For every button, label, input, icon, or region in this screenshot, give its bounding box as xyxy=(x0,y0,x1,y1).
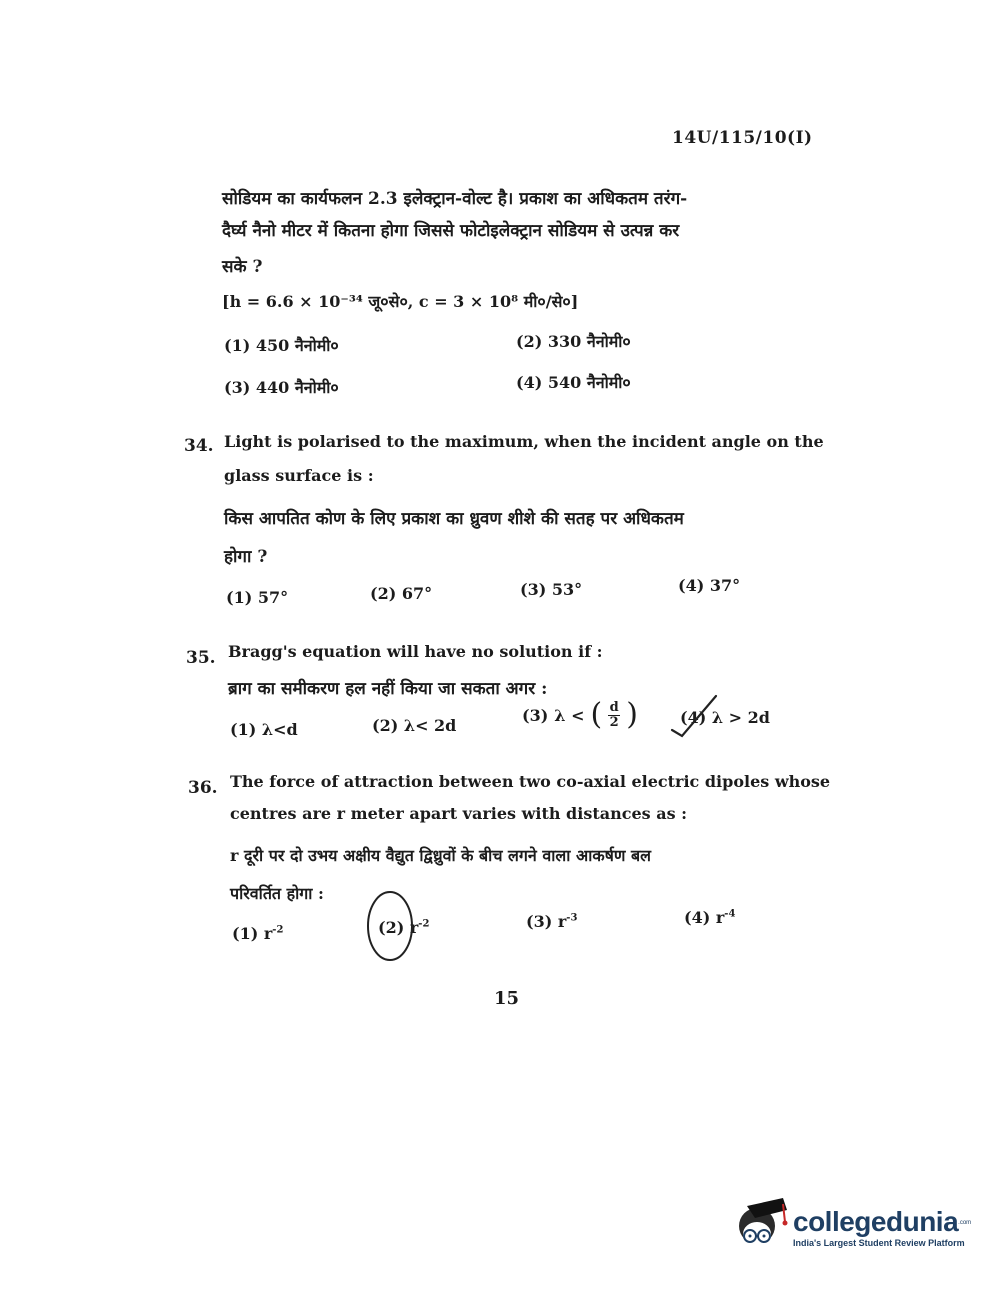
page-number: 15 xyxy=(494,988,520,1009)
q36-option-4-label: (4) xyxy=(684,908,711,927)
logo-name: collegedunia xyxy=(793,1206,959,1237)
q33-option-2: (2) 330 नैनोमी० xyxy=(516,332,631,351)
q35-option-4: (4) λ > 2d xyxy=(680,708,770,727)
q36-option-3-base: r xyxy=(557,912,567,931)
q34-number: 34. xyxy=(184,436,214,456)
left-paren: ( xyxy=(590,697,603,732)
fraction-d-over-2 xyxy=(608,701,620,730)
q36-option-3-label: (3) xyxy=(526,912,553,931)
q36-option-3-exp: -3 xyxy=(566,912,578,924)
student-mascot-icon xyxy=(735,1196,791,1258)
q34-en-line-2: glass surface is : xyxy=(224,466,374,485)
q36-option-4-base: r xyxy=(715,908,725,927)
logo-text-block xyxy=(793,1206,971,1248)
logo-com: .com xyxy=(958,1220,972,1226)
fraction-denominator: 2 xyxy=(609,714,619,730)
collegedunia-logo xyxy=(735,1196,971,1258)
q35-en: Bragg's equation will have no solution if : xyxy=(228,642,603,661)
q36-option-2-label: (2) xyxy=(378,918,405,937)
q34-option-2: (2) 67° xyxy=(370,584,433,603)
q35-option-3-lambda: λ < xyxy=(554,705,585,725)
q33-line-3: सके ? xyxy=(222,257,263,277)
q35-number: 35. xyxy=(186,648,216,668)
q36-option-3 xyxy=(526,912,577,931)
q36-en-line-1: The force of attraction between two co-axial electric dipoles whose xyxy=(230,772,831,791)
fraction-numerator: d xyxy=(609,699,619,715)
q33-option-1: (1) 450 नैनोमी० xyxy=(224,336,339,355)
q36-en-line-2: centres are r meter apart varies with distances as : xyxy=(230,804,688,823)
q36-option-1-label: (1) xyxy=(232,924,259,943)
q36-option-1-exp: -2 xyxy=(272,924,284,936)
q36-hi-line-1: r दूरी पर दो उभय अक्षीय वैद्युत द्विध्रुवों के बीच लगने वाला आकर्षण बल xyxy=(230,846,651,865)
right-paren: ) xyxy=(626,697,638,732)
q36-option-4 xyxy=(684,908,735,927)
q33-line-1: सोडियम का कार्यफलन 2.3 इलेक्ट्रान-वोल्ट है। प्रकाश का अधिकतम तरंग- xyxy=(222,189,688,209)
q34-option-3: (3) 53° xyxy=(520,580,583,599)
q35-option-2: (2) λ< 2d xyxy=(372,716,457,735)
q34-en-line-1: Light is polarised to the maximum, when the incident angle on the xyxy=(224,432,824,451)
paper-code: 14U/115/10(I) xyxy=(672,128,813,148)
q35-option-1: (1) λ<d xyxy=(230,720,298,739)
q34-option-1: (1) 57° xyxy=(226,588,289,607)
q36-number: 36. xyxy=(188,778,218,798)
q33-line-2: दैर्घ्य नैनो मीटर में कितना होगा जिससे फोटोइलेक्ट्रान सोडियम से उत्पन्न कर xyxy=(222,221,680,241)
handwritten-circle-mark xyxy=(364,888,420,964)
q33-option-4: (4) 540 नैनोमी० xyxy=(516,373,631,392)
q36-option-1 xyxy=(232,924,283,943)
q36-hi-line-2: परिवर्तित होगा : xyxy=(230,884,324,903)
q33-constants: [h = 6.6 × 10⁻³⁴ जू०से०, c = 3 × 10⁸ मी०/से०] xyxy=(222,292,579,311)
q35-option-3-label: (3) xyxy=(522,705,549,725)
q36-option-2-base: r xyxy=(409,918,419,937)
q35-option-3 xyxy=(522,697,638,732)
handwritten-tick-mark xyxy=(666,690,726,740)
q35-hi: ब्राग का समीकरण हल नहीं किया जा सकता अगर : xyxy=(228,679,548,699)
q34-hi-line-1: किस आपतित कोण के लिए प्रकाश का ध्रुवण शीशे की सतह पर अधिकतम xyxy=(224,509,684,529)
logo-tagline: India's Largest Student Review Platform xyxy=(793,1238,965,1248)
q34-option-4: (4) 37° xyxy=(678,576,741,595)
q33-option-3: (3) 440 नैनोमी० xyxy=(224,378,339,397)
q36-option-4-exp: -4 xyxy=(724,908,736,920)
q36-option-1-base: r xyxy=(263,924,273,943)
q36-option-2-exp: -2 xyxy=(418,918,430,930)
q34-hi-line-2: होगा ? xyxy=(224,547,268,567)
